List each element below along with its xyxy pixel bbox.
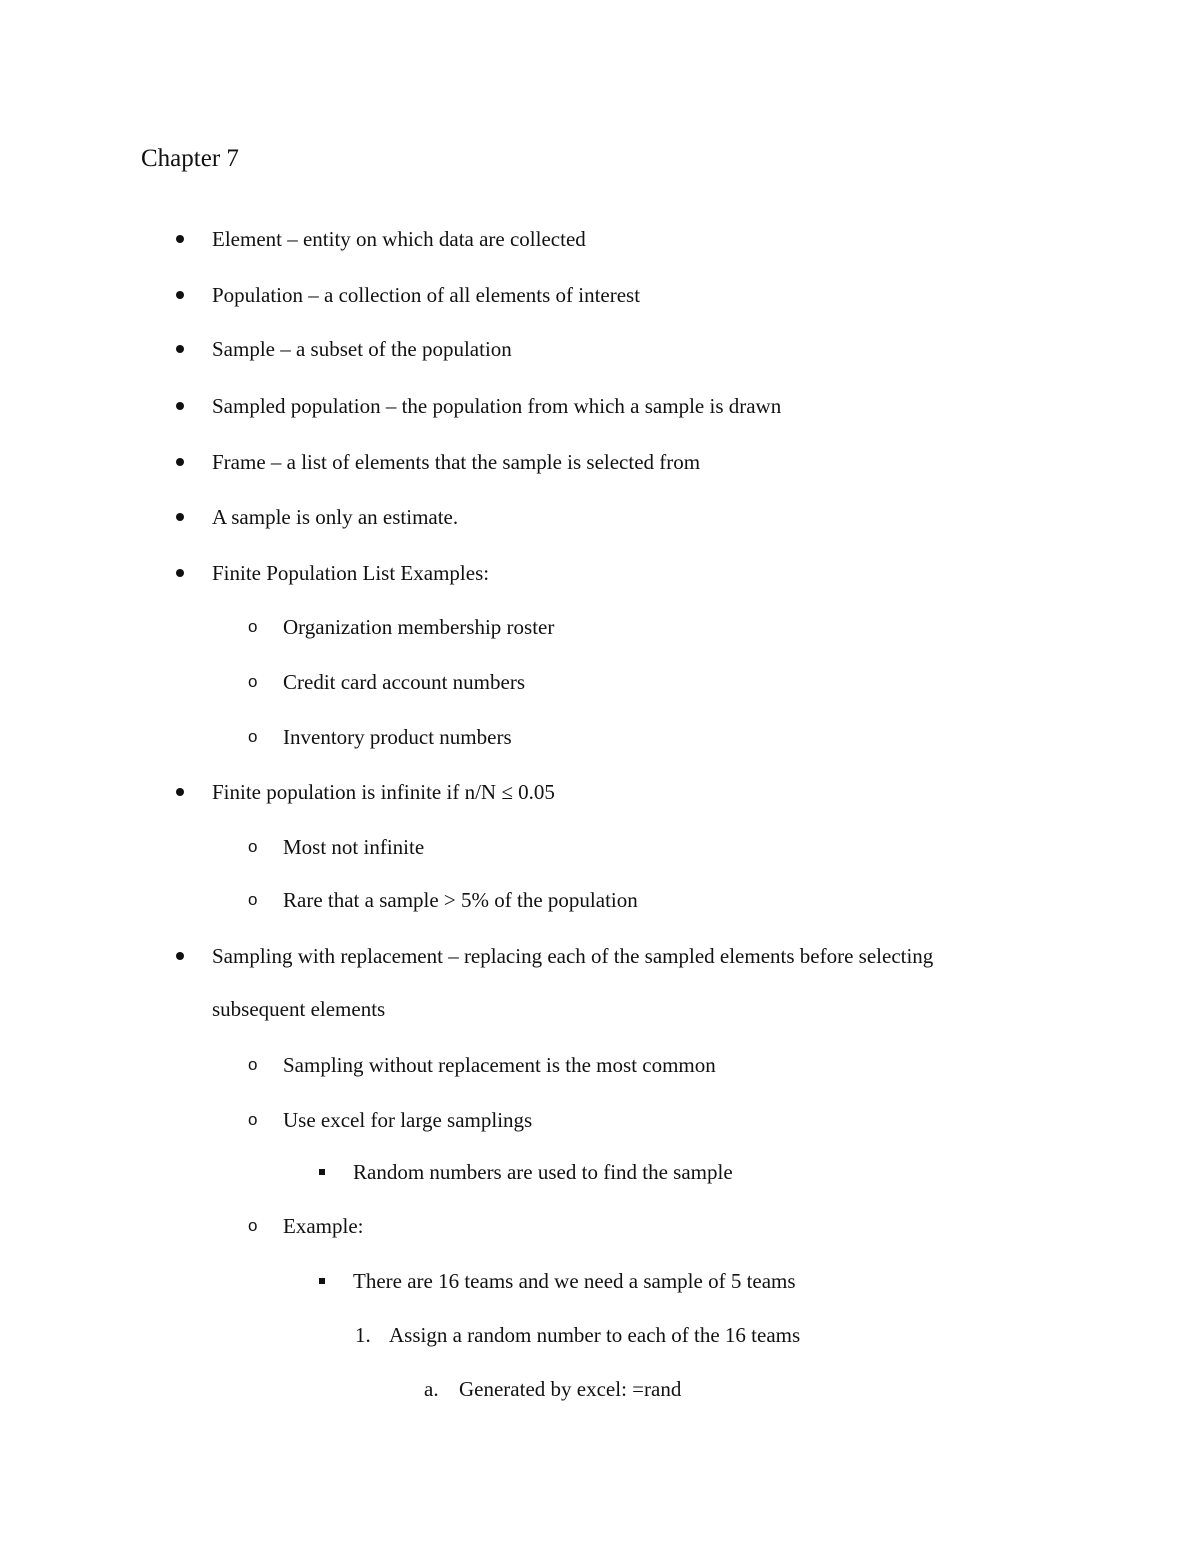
outline-item-text: Element – entity on which data are collected [212,227,586,251]
outline-item-text: Credit card account numbers [283,670,525,694]
bullet-dot-icon [176,513,184,521]
outline-item-text: Sample – a subset of the population [212,337,512,361]
outline-item-text: Assign a random number to each of the 16 teams [389,1323,801,1347]
outline-item-text: Rare that a sample > 5% of the population [283,888,638,912]
outline-item-text: Sampling without replacement is the most common [283,1053,716,1077]
outline-item-text: A sample is only an estimate. [212,505,459,529]
bullet-square-icon [319,1169,325,1175]
outline-item-text: Frame – a list of elements that the sample is selected from [212,450,701,474]
bullet-circle-icon: o [248,890,258,909]
outline-item-text: Sampling with replacement – replacing each of the sampled elements before selecting [212,944,934,968]
outline-item-text: Finite population is infinite if n/N ≤ 0.05 [212,780,555,804]
outline-item-text: Finite Population List Examples: [212,561,490,585]
bullet-circle-icon: o [248,837,258,856]
bullet-circle-icon: o [248,1055,258,1074]
bullet-circle-icon: o [248,1110,258,1129]
bullet-circle-icon: o [248,1216,258,1235]
outline-item-text: subsequent elements [212,997,386,1021]
bullet-dot-icon [176,345,184,353]
bullet-dot-icon [176,235,184,243]
bullet-dot-icon [176,788,184,796]
bullet-circle-icon: o [248,727,258,746]
bullet-dot-icon [176,402,184,410]
outline-item-text: There are 16 teams and we need a sample of 5 teams [353,1269,796,1293]
bullet-circle-icon: o [248,672,258,691]
bullet-dot-icon [176,291,184,299]
bullet-square-icon [319,1278,325,1284]
bullet-dot-icon [176,952,184,960]
list-number-marker: a. [424,1377,439,1401]
outline-item-text: Sampled population – the population from which a sample is drawn [212,394,782,418]
outline-item-text: Use excel for large samplings [283,1108,533,1132]
outline-item-text: Example: [283,1214,364,1238]
outline-item-text: Organization membership roster [283,615,555,639]
outline-item-text: Random numbers are used to find the sample [353,1160,733,1184]
outline-item-text: Generated by excel: =rand [459,1377,682,1401]
bullet-dot-icon [176,569,184,577]
page-title: Chapter 7 [141,145,239,172]
outline-item-text: Most not infinite [283,835,425,859]
outline-item-text: Inventory product numbers [283,725,512,749]
bullet-dot-icon [176,458,184,466]
list-number-marker: 1. [355,1323,371,1347]
bullet-circle-icon: o [248,617,258,636]
outline-item-text: Population – a collection of all elements of interest [212,283,641,307]
